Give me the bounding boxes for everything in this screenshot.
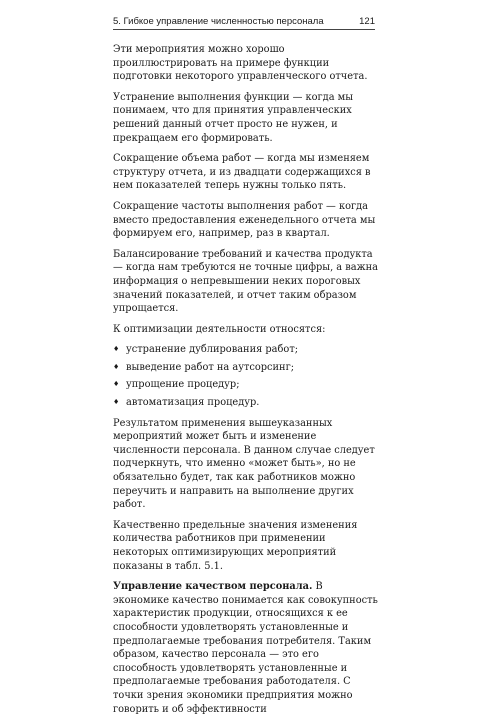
section-heading: Управление качеством персонала. [113, 581, 313, 593]
paragraph: Качественно предельные значения изменения количества работников при применении некоторых оптимизирующих мероприятий показаны в табл. 5.1. [113, 519, 358, 572]
bullet-list [113, 343, 378, 409]
paragraph: Эти мероприятия можно хорошо проиллюстрировать на примере функции подготовки некоторого управленческого отчета. [113, 44, 368, 83]
list-item: ♦ выведение работ на аутсорсинг; [113, 361, 378, 375]
section-paragraph [113, 580, 378, 716]
section-text: В экономике качество понимается как совокупность характеристик продукции, относящихся к ее способности удовлетворять установленные и предполагаемые требования потребителя. Таким образом, качество персонала — это его способность удовлетворять установленные и предполагаемые требования работодателя. С точки зрения экономики предприятия можно говорить и об эффективности [113, 581, 378, 715]
paragraph: Устранение выполнения функции — когда мы понимаем, что для принятия управленческих решений данный отчет просто не нужен, и прекращаем его формировать. [113, 91, 354, 144]
body-text [113, 43, 378, 723]
paragraph: Сокращение объема работ — когда мы изменяем структуру отчета, и из двадцати содержащихся в нем показателей теперь нужны только пять. [113, 153, 371, 192]
paragraph: Балансирование требований и качества продукта — когда нам требуются не точные цифры, а важна информация о непревышении неких пороговых значений показателей, и отчет таким образом упрощается. [113, 248, 379, 315]
list-item: ♦ упрощение процедур; [113, 378, 378, 392]
paragraph: Результатом применения вышеуказанных мероприятий может быть и изменение численности персонала. В данном случае следует подчеркнуть, что именно «может быть», но не обязательно будет, так как работников можно переучить и направить на выполнение других работ. [113, 417, 375, 511]
paragraph: Сокращение частоты выполнения работ — когда вместо предоставления еженедельного отчета мы формируем его, например, раз в квартал. [113, 200, 376, 240]
running-header [113, 16, 375, 30]
page-number: 121 [359, 16, 375, 27]
list-item: ♦ автоматизация процедур. [113, 396, 378, 410]
paragraph: К оптимизации деятельности относятся: [113, 323, 326, 335]
chapter-title: 5. Гибкое управление численностью персонала [113, 16, 324, 27]
list-item: ♦ устранение дублирования работ; [113, 343, 378, 357]
